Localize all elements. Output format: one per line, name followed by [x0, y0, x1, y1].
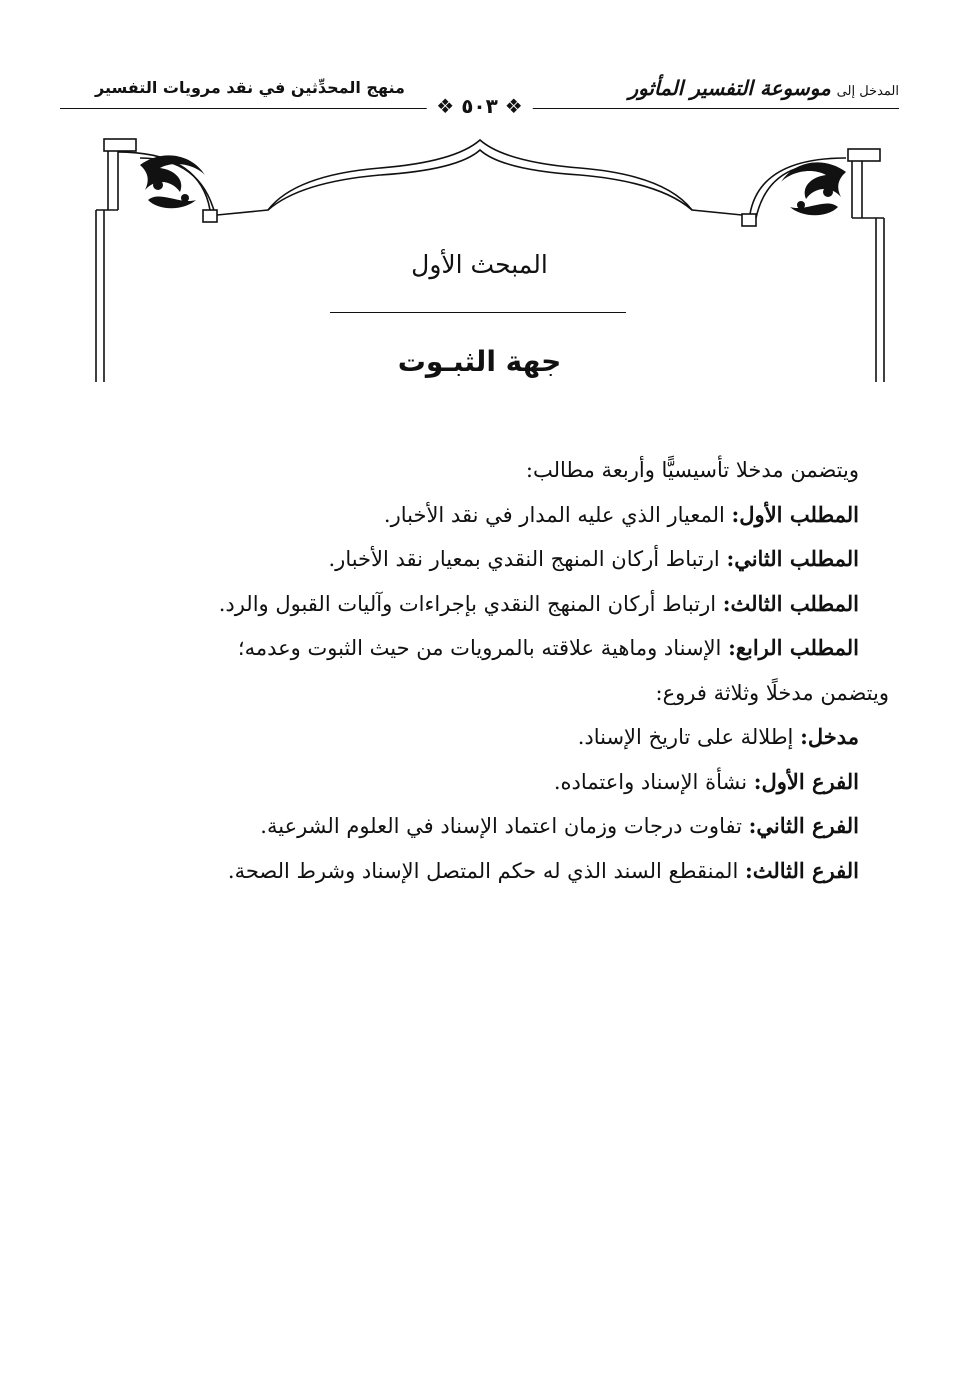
- intro-line: ويتضمن مدخلا تأسيسيًّا وأربعة مطالب:: [525, 458, 859, 482]
- list-item: [80, 582, 859, 627]
- chapter-divider: [330, 312, 626, 313]
- list-item: [80, 760, 859, 805]
- list-item: [80, 849, 859, 894]
- chapter-heading: المبحث الأول: [411, 250, 548, 279]
- item-text: ارتباط أركان المنهج النقدي بإجراءات وآليات القبول والرد.: [218, 591, 717, 616]
- left-corner-ornament: [140, 155, 205, 208]
- running-title: منهج المحدِّثين في نقد مرويات التفسير: [95, 78, 405, 97]
- intro2-line: ويتضمن مدخلًا وثلاثة فروع:: [655, 680, 889, 705]
- list-item: [80, 493, 859, 538]
- item-label: الفرع الثاني:: [748, 813, 859, 838]
- book-title-prefix: المدخل إلى: [836, 84, 899, 99]
- chapter-title: جهة الثبـوت: [397, 345, 562, 378]
- item-label: الفرع الثالث:: [744, 857, 859, 883]
- item-text: المعيار الذي عليه المدار في نقد الأخبار.: [383, 502, 725, 527]
- page-number-value: ٥٠٣: [461, 94, 498, 118]
- item-text: المنقطع السند الذي له حكم المتصل الإسناد وشرط الصحة.: [227, 858, 739, 883]
- item-label: الفرع الأول:: [753, 768, 859, 794]
- body-text: [80, 448, 889, 893]
- item-text: نشأة الإسناد واعتماده.: [553, 769, 748, 794]
- item-text: تفاوت درجات وزمان اعتماد الإسناد في العلوم الشرعية.: [260, 814, 742, 838]
- item-text: الإسناد وماهية علاقته بالمرويات من حيث الثبوت وعدمه؛: [237, 636, 722, 660]
- list-item: [80, 804, 859, 849]
- list-item: [80, 537, 859, 582]
- list-item: [80, 626, 859, 671]
- item-text: إطلالة على تاريخ الإسناد.: [577, 725, 794, 749]
- book-title-main: موسوعة التفسير المأثور: [628, 76, 831, 100]
- page-number-ornament-right: ❖: [436, 94, 455, 118]
- item-text: ارتباط أركان المنهج النقدي بمعيار نقد الأخبار.: [328, 547, 720, 571]
- item-label: مدخل:: [800, 724, 859, 749]
- page-number-ornament-left: ❖: [504, 94, 523, 118]
- list-item: [80, 715, 859, 760]
- item-label: المطلب الأول:: [731, 501, 859, 527]
- item-label: المطلب الرابع:: [728, 635, 859, 660]
- item-label: المطلب الثالث:: [722, 590, 859, 616]
- item-label: المطلب الثاني:: [726, 546, 859, 571]
